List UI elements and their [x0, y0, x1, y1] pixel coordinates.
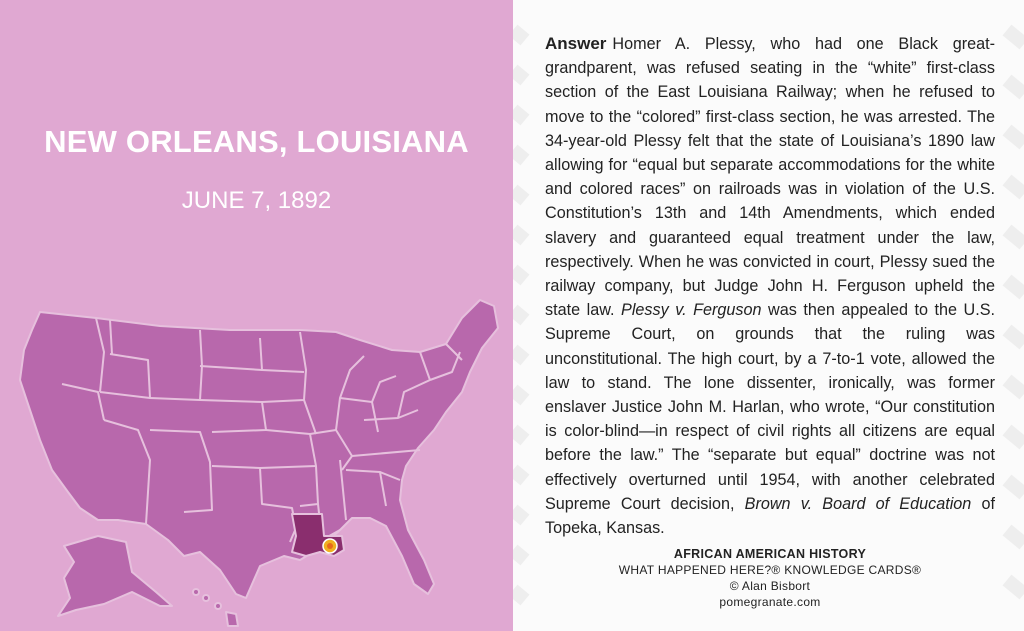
- case-name-brown: Brown v. Board of Education: [744, 494, 972, 513]
- product-name: WHAT HAPPENED HERE?® KNOWLEDGE CARDS®: [618, 563, 922, 577]
- answer-text: [545, 32, 995, 540]
- series-title: AFRICAN AMERICAN HISTORY: [673, 547, 867, 561]
- answer-paragraph-1: Homer A. Plessy, who had one Black great-grandparent, was refused seating in the “white” first-class section of the East Louisiana Railway; when he refused to move to the “colored” first-class section, he was arrested. The 34-year-old Plessy felt that the state of Louisiana’s 1890 law allowing for “equal but separate accommodations for the white and colored races” on railroads was in violation of the U.S. Constitution’s 13th and 14th Amendments, which ended slavery and guaranteed equal treatment under the law, respectively. When he was convicted in court, Plessy sued the railway company, but Judge John H. Ferguson upheld the state law.: [545, 35, 995, 320]
- website-text: pomegranate.com: [719, 595, 821, 609]
- copyright-line: © Alan Bisbort: [729, 579, 811, 593]
- answer-label: Answer: [545, 34, 607, 53]
- us-map: [0, 290, 513, 631]
- event-date: JUNE 7, 1892: [181, 187, 332, 214]
- location-title: NEW ORLEANS, LOUISIANA: [44, 124, 469, 159]
- card-footer: [545, 546, 995, 610]
- answer-paragraph-2: was then appealed to the U.S. Supreme Court, on grounds that the ruling was unconstitutional. The high court, by a 7-to-1 vote, allowed the law to stand. The lone dissenter, ironically, was former enslaver Justice John M. Harlan, who wrote, “Our constitution is color-blind—in respect of civil rights all citizens are equal before the law.” The “separate but equal” doctrine was not effectively overturned until 1954, with another celebrated Supreme Court decision,: [545, 301, 995, 513]
- hawaii-shape: [193, 589, 238, 626]
- answer-paragraph-3: of Topeka, Kansas.: [545, 494, 995, 538]
- case-name-plessy: Plessy v. Ferguson: [621, 301, 762, 320]
- location-marker-icon: [323, 539, 337, 553]
- card-back-panel: [513, 0, 1024, 631]
- alaska-shape: [58, 536, 172, 616]
